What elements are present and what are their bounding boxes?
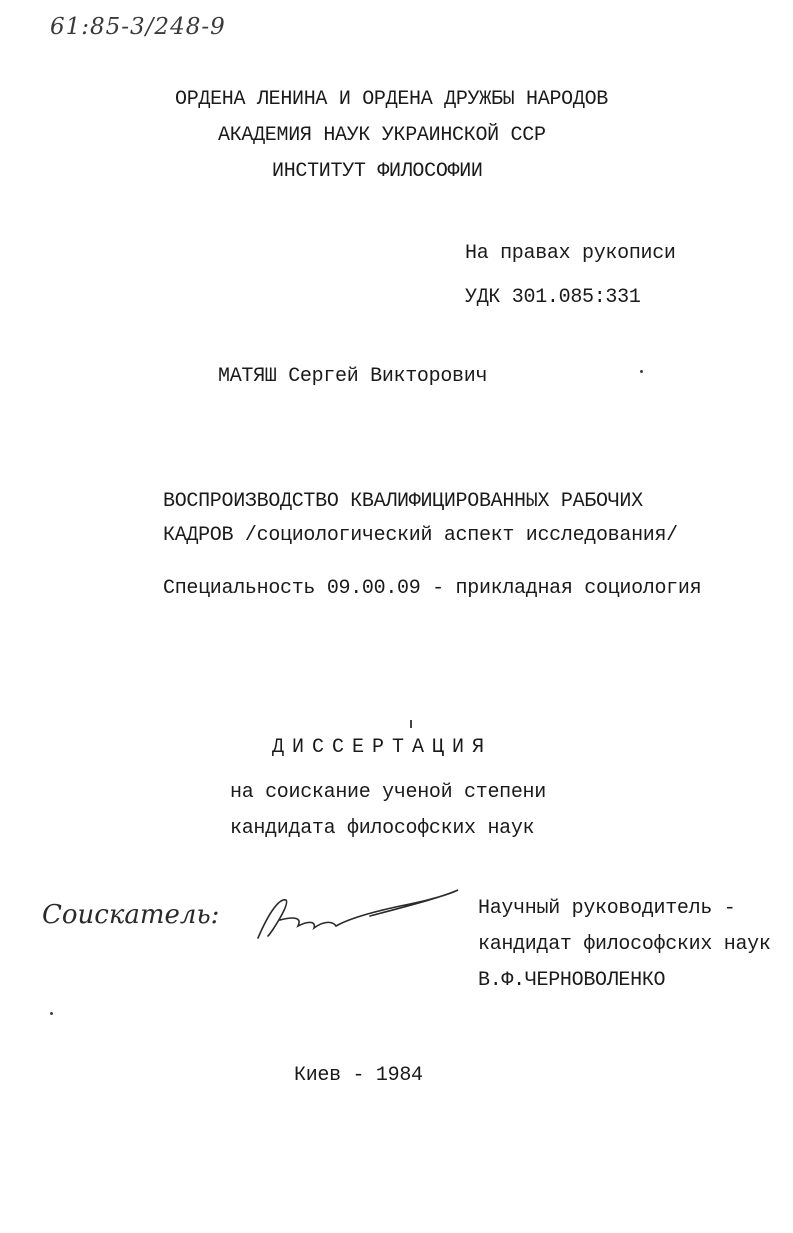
signature-icon [250, 880, 465, 950]
archive-mark: 61:85-3/248-9 [50, 14, 226, 40]
supervisor-name: В.Ф.ЧЕРНОВОЛЕНКО [478, 969, 666, 992]
udc-code: УДК 301.085:331 [465, 286, 641, 309]
author-name: МАТЯШ Сергей Викторович [218, 365, 488, 388]
degree-line-2: кандидата философских наук [230, 817, 535, 840]
place-and-year: Киев - 1984 [294, 1064, 423, 1087]
work-type-heading: ДИССЕРТАЦИЯ [272, 736, 493, 759]
specialty: Специальность 09.00.09 - прикладная социология [163, 577, 702, 600]
header-line-1: ОРДЕНА ЛЕНИНА И ОРДЕНА ДРУЖБЫ НАРОДОВ [175, 88, 608, 111]
signature-label: Соискатель: [42, 900, 220, 930]
paper-speck [410, 720, 412, 728]
paper-speck [640, 370, 643, 373]
title-line-1: ВОСПРОИЗВОДСТВО КВАЛИФИЦИРОВАННЫХ РАБОЧИХ [163, 490, 643, 513]
supervisor-role: Научный руководитель - [478, 897, 736, 920]
header-line-3: ИНСТИТУТ ФИЛОСОФИИ [272, 160, 483, 183]
degree-line-1: на соискание ученой степени [230, 781, 546, 804]
paper-speck [50, 1012, 53, 1015]
header-line-2: АКАДЕМИЯ НАУК УКРАИНСКОЙ ССР [218, 124, 546, 147]
title-line-2: КАДРОВ /социологический аспект исследования/ [163, 524, 678, 547]
supervisor-degree: кандидат философских наук [478, 933, 771, 956]
manuscript-rights: На правах рукописи [465, 242, 676, 265]
